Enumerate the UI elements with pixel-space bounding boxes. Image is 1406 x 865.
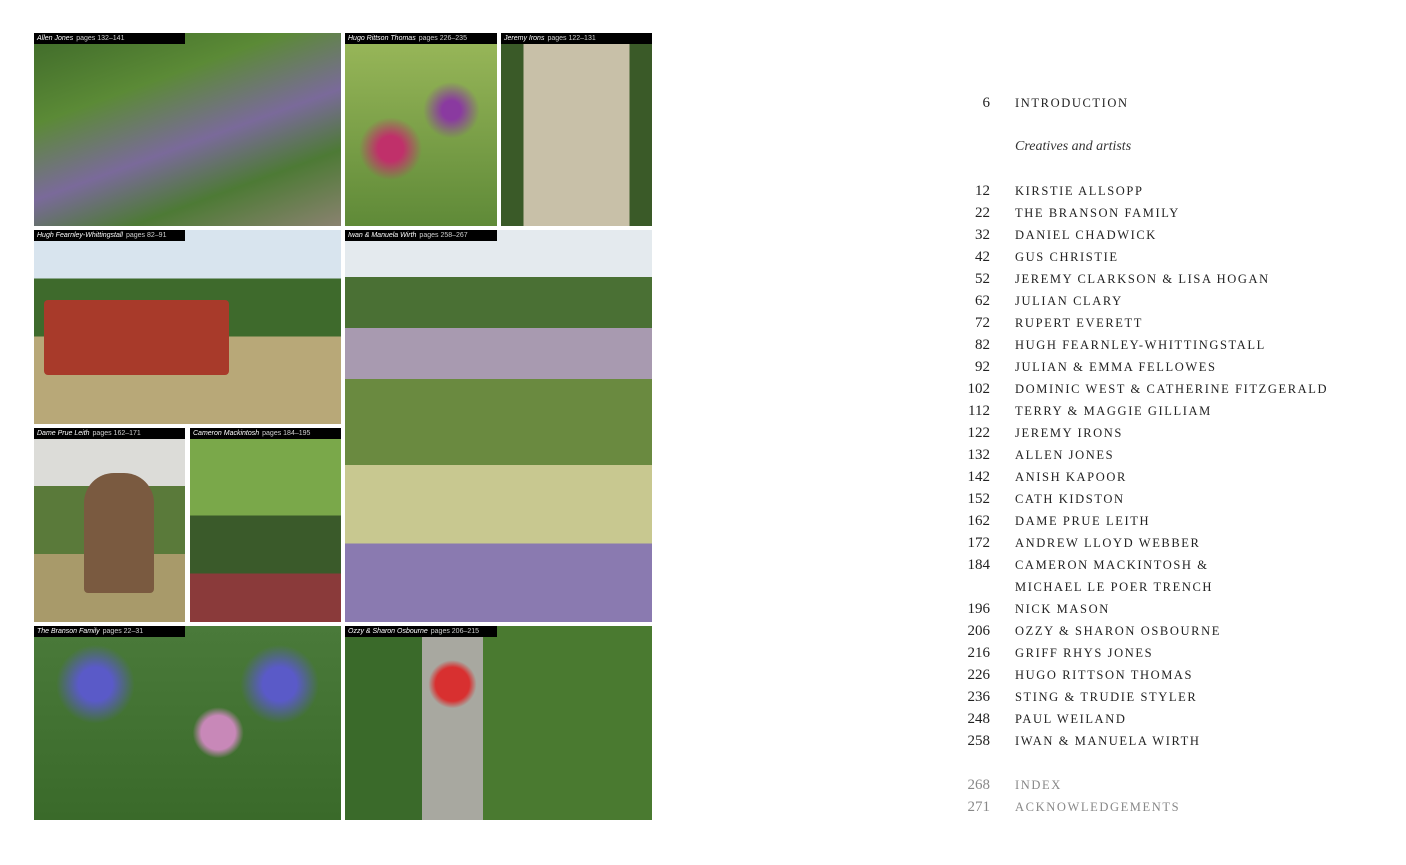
toc-page-number: 112 xyxy=(968,402,990,419)
toc-title: HUGH FEARNLEY-WHITTINGSTALL xyxy=(1015,337,1266,352)
photo-ozzy-sharon-osbourne xyxy=(345,626,652,820)
toc-title: DAME PRUE LEITH xyxy=(1015,513,1151,528)
toc-page-number: 122 xyxy=(967,424,990,441)
toc-entry[interactable] xyxy=(940,620,1380,642)
toc-title: ANISH KAPOOR xyxy=(1015,469,1127,484)
toc-page-number: 206 xyxy=(967,622,990,639)
photo-dame-prue-leith xyxy=(34,428,185,622)
toc-entry[interactable] xyxy=(940,466,1380,488)
toc-page-number: 271 xyxy=(967,798,990,815)
toc-entry[interactable] xyxy=(940,246,1380,268)
toc-title: MICHAEL LE POER TRENCH xyxy=(1015,579,1214,594)
photo-hugh-fearnley-whittingstall xyxy=(34,230,341,424)
photo-hugo-rittson-thomas xyxy=(345,33,497,226)
toc-page-number: 142 xyxy=(967,468,990,485)
photo-caption: Allen Jones pages 132–141 xyxy=(34,33,185,44)
toc-title: DOMINIC WEST & CATHERINE FITZGERALD xyxy=(1015,381,1329,396)
toc-page-number: 102 xyxy=(967,380,990,397)
toc-page-number: 22 xyxy=(975,204,990,221)
toc-entry[interactable] xyxy=(940,774,1380,796)
toc-title: KIRSTIE ALLSOPP xyxy=(1015,183,1144,198)
toc-entry[interactable] xyxy=(940,510,1380,532)
toc-page-number: 42 xyxy=(975,248,990,265)
photo-branson-family xyxy=(34,626,341,820)
toc-title: GRIFF RHYS JONES xyxy=(1015,645,1154,660)
toc-page-number: 216 xyxy=(967,644,990,661)
toc-entry[interactable] xyxy=(940,444,1380,466)
toc-title: JULIAN & EMMA FELLOWES xyxy=(1015,359,1217,374)
toc-title: ANDREW LLOYD WEBBER xyxy=(1015,535,1201,550)
toc-page-number: 268 xyxy=(967,776,990,793)
table-of-contents xyxy=(940,92,1380,818)
photo-iwan-manuela-wirth xyxy=(345,230,652,622)
toc-entry[interactable] xyxy=(940,642,1380,664)
toc-entry[interactable] xyxy=(940,554,1380,576)
toc-entry[interactable] xyxy=(940,378,1380,400)
toc-title: JEREMY IRONS xyxy=(1015,425,1123,440)
toc-entry[interactable] xyxy=(940,422,1380,444)
photo-cameron-mackintosh xyxy=(190,428,341,622)
toc-entry[interactable] xyxy=(940,532,1380,554)
toc-page-number: 72 xyxy=(975,314,990,331)
toc-title: JULIAN CLARY xyxy=(1015,293,1123,308)
toc-page-number: 6 xyxy=(982,94,990,111)
photo-jeremy-irons xyxy=(501,33,652,226)
toc-page-number: 248 xyxy=(967,710,990,727)
photo-caption: Cameron Mackintosh pages 184–195 xyxy=(190,428,341,439)
toc-entry[interactable] xyxy=(940,400,1380,422)
toc-title: JEREMY CLARKSON & LISA HOGAN xyxy=(1015,271,1270,286)
toc-page-number: 162 xyxy=(967,512,990,529)
toc-page-number: 92 xyxy=(975,358,990,375)
toc-title: INDEX xyxy=(1015,777,1062,792)
photo-caption: Iwan & Manuela Wirth pages 258–267 xyxy=(345,230,497,241)
toc-title: DANIEL CHADWICK xyxy=(1015,227,1157,242)
toc-page-number: 132 xyxy=(967,446,990,463)
toc-entry[interactable] xyxy=(940,576,1380,598)
toc-page-number: 62 xyxy=(975,292,990,309)
toc-title: TERRY & MAGGIE GILLIAM xyxy=(1015,403,1212,418)
toc-entry[interactable] xyxy=(940,730,1380,752)
toc-page-number: 152 xyxy=(967,490,990,507)
toc-entry[interactable] xyxy=(940,664,1380,686)
photo-caption: Ozzy & Sharon Osbourne pages 206–215 xyxy=(345,626,497,637)
toc-page-number: 196 xyxy=(967,600,990,617)
toc-entry[interactable] xyxy=(940,180,1380,202)
toc-title: ALLEN JONES xyxy=(1015,447,1115,462)
toc-page-number: 258 xyxy=(967,732,990,749)
toc-title: INTRODUCTION xyxy=(1015,95,1129,110)
toc-page-number: 184 xyxy=(967,556,990,573)
toc-page-number: 226 xyxy=(967,666,990,683)
bust-sculpture xyxy=(84,473,154,593)
toc-page-number: 12 xyxy=(975,182,990,199)
toc-entry[interactable] xyxy=(940,488,1380,510)
toc-title: ACKNOWLEDGEMENTS xyxy=(1015,799,1181,814)
toc-title: PAUL WEILAND xyxy=(1015,711,1127,726)
photo-caption: Hugh Fearnley-Whittingstall pages 82–91 xyxy=(34,230,185,241)
toc-title: CAMERON MACKINTOSH & xyxy=(1015,557,1209,572)
toc-title: OZZY & SHARON OSBOURNE xyxy=(1015,623,1221,638)
toc-page-number: 172 xyxy=(967,534,990,551)
toc-entry[interactable] xyxy=(940,796,1380,818)
photo-caption: Hugo Rittson Thomas pages 226–235 xyxy=(345,33,497,44)
photo-caption: Jeremy Irons pages 122–131 xyxy=(501,33,652,44)
toc-title: NICK MASON xyxy=(1015,601,1110,616)
toc-page-number: 32 xyxy=(975,226,990,243)
toc-page-number: 236 xyxy=(967,688,990,705)
toc-entry[interactable] xyxy=(940,224,1380,246)
toc-section-heading: Creatives and artists xyxy=(1015,139,1132,154)
toc-title: STING & TRUDIE STYLER xyxy=(1015,689,1198,704)
land-rover xyxy=(44,300,229,375)
toc-entry[interactable] xyxy=(940,356,1380,378)
toc-entry[interactable] xyxy=(940,290,1380,312)
toc-entry[interactable] xyxy=(940,686,1380,708)
photo-allen-jones xyxy=(34,33,341,226)
toc-entry-introduction[interactable] xyxy=(940,92,1380,114)
toc-entry[interactable] xyxy=(940,312,1380,334)
toc-entry[interactable] xyxy=(940,202,1380,224)
toc-entry[interactable] xyxy=(940,334,1380,356)
photo-caption: The Branson Family pages 22–31 xyxy=(34,626,185,637)
toc-entry[interactable] xyxy=(940,708,1380,730)
toc-title: IWAN & MANUELA WIRTH xyxy=(1015,733,1201,748)
toc-entry[interactable] xyxy=(940,268,1380,290)
toc-entry[interactable] xyxy=(940,598,1380,620)
photo-caption: Dame Prue Leith pages 162–171 xyxy=(34,428,185,439)
toc-page-number: 52 xyxy=(975,270,990,287)
toc-title: RUPERT EVERETT xyxy=(1015,315,1144,330)
toc-title: CATH KIDSTON xyxy=(1015,491,1125,506)
toc-title: HUGO RITTSON THOMAS xyxy=(1015,667,1194,682)
toc-page-number: 82 xyxy=(975,336,990,353)
toc-title: THE BRANSON FAMILY xyxy=(1015,205,1180,220)
toc-title: GUS CHRISTIE xyxy=(1015,249,1119,264)
